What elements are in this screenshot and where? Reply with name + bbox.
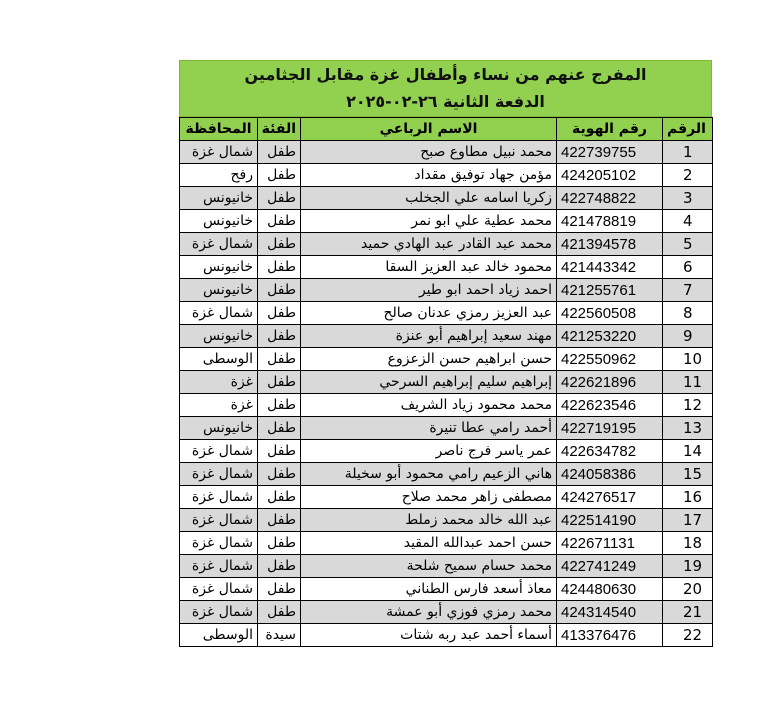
id-number-cell: 422748822 xyxy=(557,187,663,210)
category-cell: طفل xyxy=(258,578,301,601)
released-list-table xyxy=(179,117,713,647)
governorate-cell: شمال غزة xyxy=(180,440,258,463)
id-number-cell: 421255761 xyxy=(557,279,663,302)
table-row xyxy=(180,279,713,302)
table-row xyxy=(180,348,713,371)
header-id-number: رقم الهوية xyxy=(557,118,663,141)
governorate-cell: شمال غزة xyxy=(180,233,258,256)
name-cell: هاني الزعيم رامي محمود أبو سخيلة xyxy=(301,463,557,486)
row-number-cell: 10 xyxy=(663,348,713,371)
governorate-cell: شمال غزة xyxy=(180,486,258,509)
table-row xyxy=(180,417,713,440)
title-banner xyxy=(179,60,712,117)
name-cell: معاذ أسعد فارس الطناني xyxy=(301,578,557,601)
header-name: الاسم الرباعي xyxy=(301,118,557,141)
governorate-cell: الوسطى xyxy=(180,348,258,371)
row-number-cell: 22 xyxy=(663,624,713,647)
id-number-cell: 422550962 xyxy=(557,348,663,371)
row-number-cell: 13 xyxy=(663,417,713,440)
id-number-cell: 422634782 xyxy=(557,440,663,463)
row-number-cell: 19 xyxy=(663,555,713,578)
category-cell: طفل xyxy=(258,325,301,348)
name-cell: عبد العزيز رمزي عدنان صالح xyxy=(301,302,557,325)
row-number-cell: 9 xyxy=(663,325,713,348)
table-row xyxy=(180,187,713,210)
row-number-cell: 21 xyxy=(663,601,713,624)
category-cell: طفل xyxy=(258,302,301,325)
id-number-cell: 424480630 xyxy=(557,578,663,601)
id-number-cell: 413376476 xyxy=(557,624,663,647)
id-number-cell: 421443342 xyxy=(557,256,663,279)
category-cell: طفل xyxy=(258,256,301,279)
category-cell: طفل xyxy=(258,187,301,210)
spreadsheet-sheet xyxy=(179,60,712,647)
table-row xyxy=(180,509,713,532)
governorate-cell: شمال غزة xyxy=(180,463,258,486)
table-row xyxy=(180,624,713,647)
name-cell: مصطفى زاهر محمد صلاح xyxy=(301,486,557,509)
id-number-cell: 422621896 xyxy=(557,371,663,394)
governorate-cell: شمال غزة xyxy=(180,509,258,532)
governorate-cell: خانيونس xyxy=(180,279,258,302)
category-cell: طفل xyxy=(258,210,301,233)
name-cell: مؤمن جهاد توفيق مقداد xyxy=(301,164,557,187)
row-number-cell: 8 xyxy=(663,302,713,325)
table-row xyxy=(180,486,713,509)
category-cell: طفل xyxy=(258,601,301,624)
category-cell: سيدة xyxy=(258,624,301,647)
name-cell: محمد حسام سميح شلحة xyxy=(301,555,557,578)
name-cell: محمد نبيل مطاوع صبح xyxy=(301,141,557,164)
governorate-cell: خانيونس xyxy=(180,256,258,279)
governorate-cell: خانيونس xyxy=(180,417,258,440)
name-cell: محمود خالد عبد العزيز السقا xyxy=(301,256,557,279)
governorate-cell: خانيونس xyxy=(180,187,258,210)
row-number-cell: 11 xyxy=(663,371,713,394)
table-row xyxy=(180,233,713,256)
id-number-cell: 424314540 xyxy=(557,601,663,624)
table-row xyxy=(180,141,713,164)
id-number-cell: 422719195 xyxy=(557,417,663,440)
governorate-cell: الوسطى xyxy=(180,624,258,647)
category-cell: طفل xyxy=(258,233,301,256)
table-row xyxy=(180,164,713,187)
header-governorate: المحافظة xyxy=(180,118,258,141)
table-row xyxy=(180,440,713,463)
category-cell: طفل xyxy=(258,141,301,164)
governorate-cell: شمال غزة xyxy=(180,532,258,555)
id-number-cell: 424276517 xyxy=(557,486,663,509)
governorate-cell: شمال غزة xyxy=(180,578,258,601)
id-number-cell: 421478819 xyxy=(557,210,663,233)
id-number-cell: 424205102 xyxy=(557,164,663,187)
name-cell: محمد رمزي فوزي أبو عمشة xyxy=(301,601,557,624)
governorate-cell: شمال غزة xyxy=(180,141,258,164)
category-cell: طفل xyxy=(258,394,301,417)
table-row xyxy=(180,256,713,279)
table-row xyxy=(180,325,713,348)
category-cell: طفل xyxy=(258,440,301,463)
row-number-cell: 5 xyxy=(663,233,713,256)
row-number-cell: 16 xyxy=(663,486,713,509)
table-row xyxy=(180,463,713,486)
governorate-cell: شمال غزة xyxy=(180,555,258,578)
id-number-cell: 422739755 xyxy=(557,141,663,164)
id-number-cell: 421394578 xyxy=(557,233,663,256)
name-cell: مهند سعيد إبراهيم أبو عنزة xyxy=(301,325,557,348)
governorate-cell: شمال غزة xyxy=(180,601,258,624)
name-cell: أحمد رامي عطا تنيرة xyxy=(301,417,557,440)
table-row xyxy=(180,578,713,601)
table-row xyxy=(180,210,713,233)
name-cell: زكريا اسامه علي الجخلب xyxy=(301,187,557,210)
name-cell: حسن احمد عبدالله المقيد xyxy=(301,532,557,555)
id-number-cell: 422671131 xyxy=(557,532,663,555)
category-cell: طفل xyxy=(258,348,301,371)
name-cell: محمد محمود زياد الشريف xyxy=(301,394,557,417)
table-body xyxy=(180,141,713,647)
header-category: الفئة xyxy=(258,118,301,141)
row-number-cell: 15 xyxy=(663,463,713,486)
row-number-cell: 12 xyxy=(663,394,713,417)
category-cell: طفل xyxy=(258,417,301,440)
header-number: الرقم xyxy=(663,118,713,141)
name-cell: محمد عطية علي ابو نمر xyxy=(301,210,557,233)
row-number-cell: 4 xyxy=(663,210,713,233)
name-cell: عبد الله خالد محمد زملط xyxy=(301,509,557,532)
id-number-cell: 424058386 xyxy=(557,463,663,486)
row-number-cell: 6 xyxy=(663,256,713,279)
row-number-cell: 3 xyxy=(663,187,713,210)
header-row xyxy=(180,118,713,141)
name-cell: حسن ابراهيم حسن الزعزوع xyxy=(301,348,557,371)
row-number-cell: 18 xyxy=(663,532,713,555)
title-line-1: المفرج عنهم من نساء وأطفال غزة مقابل الجثامين xyxy=(244,65,647,84)
row-number-cell: 20 xyxy=(663,578,713,601)
table-row xyxy=(180,371,713,394)
row-number-cell: 7 xyxy=(663,279,713,302)
name-cell: أسماء أحمد عبد ربه شتات xyxy=(301,624,557,647)
category-cell: طفل xyxy=(258,509,301,532)
name-cell: إبراهيم سليم إبراهيم السرحي xyxy=(301,371,557,394)
id-number-cell: 422514190 xyxy=(557,509,663,532)
table-row xyxy=(180,302,713,325)
governorate-cell: خانيونس xyxy=(180,325,258,348)
table-row xyxy=(180,555,713,578)
id-number-cell: 422623546 xyxy=(557,394,663,417)
governorate-cell: شمال غزة xyxy=(180,302,258,325)
id-number-cell: 422560508 xyxy=(557,302,663,325)
table-row xyxy=(180,394,713,417)
table-row xyxy=(180,532,713,555)
id-number-cell: 421253220 xyxy=(557,325,663,348)
row-number-cell: 2 xyxy=(663,164,713,187)
name-cell: احمد زياد احمد ابو طير xyxy=(301,279,557,302)
category-cell: طفل xyxy=(258,279,301,302)
name-cell: محمد عبد القادر عبد الهادي حميد xyxy=(301,233,557,256)
category-cell: طفل xyxy=(258,532,301,555)
id-number-cell: 422741249 xyxy=(557,555,663,578)
governorate-cell: رفح xyxy=(180,164,258,187)
row-number-cell: 1 xyxy=(663,141,713,164)
governorate-cell: غزة xyxy=(180,394,258,417)
category-cell: طفل xyxy=(258,463,301,486)
name-cell: عمر ياسر فرج ناصر xyxy=(301,440,557,463)
row-number-cell: 17 xyxy=(663,509,713,532)
governorate-cell: غزة xyxy=(180,371,258,394)
row-number-cell: 14 xyxy=(663,440,713,463)
category-cell: طفل xyxy=(258,555,301,578)
category-cell: طفل xyxy=(258,164,301,187)
category-cell: طفل xyxy=(258,486,301,509)
category-cell: طفل xyxy=(258,371,301,394)
title-line-2: الدفعة الثانية ٢٦-٠٢-٢٠٢٥ xyxy=(346,92,545,111)
table-row xyxy=(180,601,713,624)
governorate-cell: خانيونس xyxy=(180,210,258,233)
